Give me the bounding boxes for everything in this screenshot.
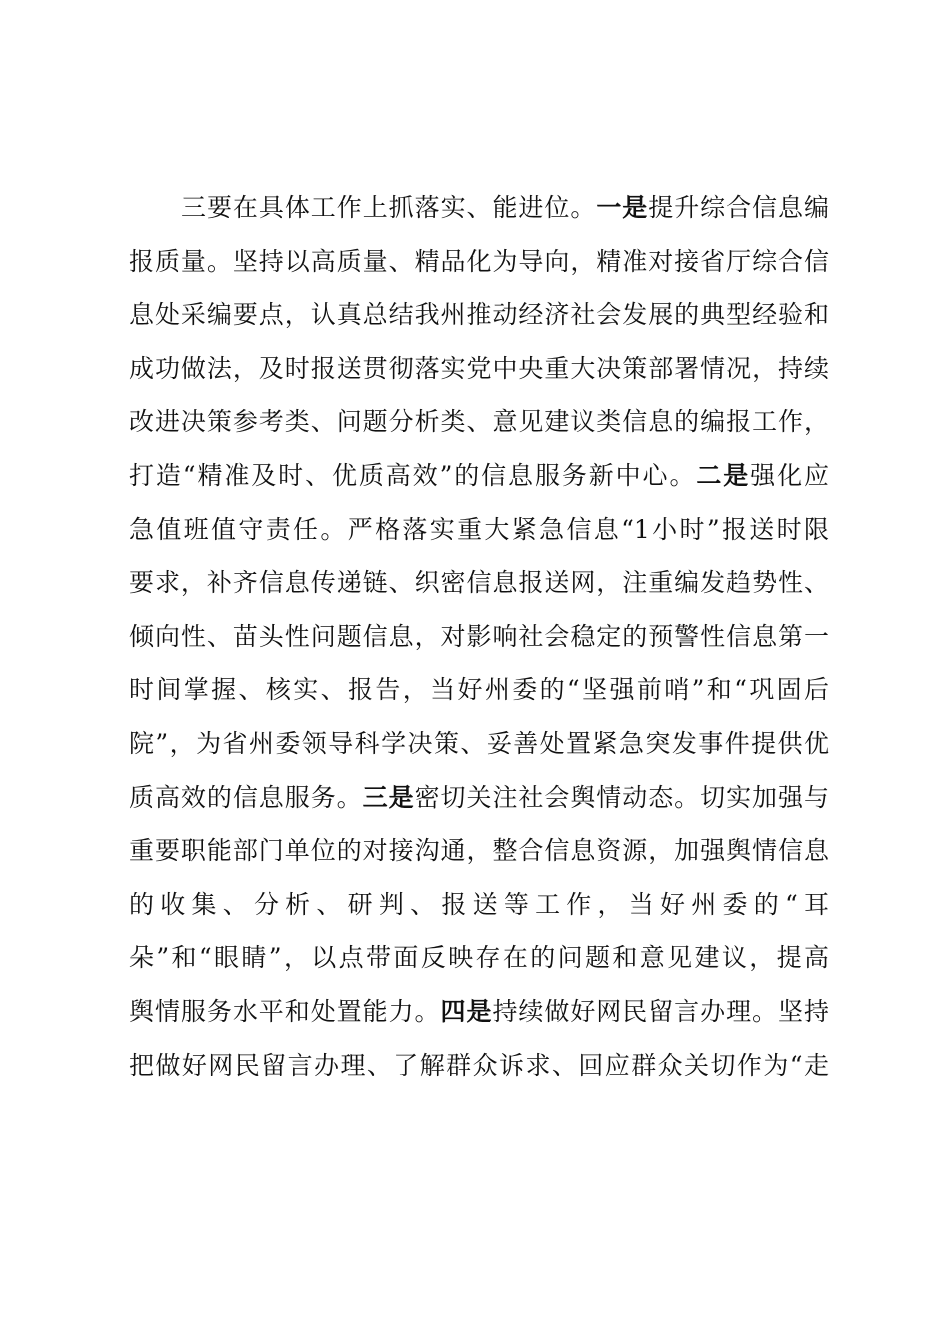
text-segment: 重要职能部门单位的对接沟通，整合信息资源，加强舆情信息 <box>129 836 829 866</box>
text-segment: 倾向性、苗头性问题信息，对影响社会稳定的预警性信息第一 <box>129 621 829 651</box>
text-line <box>129 181 829 235</box>
text-segment: 打造“精准及时、优质高效”的信息服务新中心。 <box>129 460 697 490</box>
text-segment: 报质量。坚持以高质量、精品化为导向，精准对接省厅综合信 <box>129 246 829 276</box>
text-line <box>129 288 829 342</box>
text-segment: 成功做法，及时报送贯彻落实党中央重大决策部署情况，持续 <box>129 353 829 383</box>
body-paragraph <box>129 181 829 1092</box>
text-segment: 把做好网民留言办理、了解群众诉求、回应群众关切作为“走 <box>129 1050 829 1080</box>
text-line <box>129 503 829 557</box>
text-line <box>129 1039 829 1093</box>
text-line <box>129 824 829 878</box>
text-segment: 提升综合信息编 <box>648 193 829 222</box>
text-segment: 急值班值守责任。严格落实重大紧急信息“1小时”报送时限 <box>129 514 829 544</box>
text-line <box>129 610 829 664</box>
text-line <box>129 395 829 449</box>
text-line <box>129 235 829 289</box>
text-segment: 时间掌握、核实、报告，当好州委的“坚强前哨”和“巩固后 <box>129 675 829 705</box>
bold-item-marker: 二是 <box>696 460 751 490</box>
text-segment: 朵”和“眼睛”，以点带面反映存在的问题和意见建议，提高 <box>129 943 829 973</box>
text-line <box>129 771 829 825</box>
text-segment: 息处采编要点，认真总结我州推动经济社会发展的典型经验和 <box>129 300 829 330</box>
text-line <box>129 556 829 610</box>
text-segment: 舆情服务水平和处置能力。 <box>129 996 441 1026</box>
text-line <box>129 878 829 932</box>
text-line <box>129 449 829 503</box>
text-segment: 要求，补齐信息传递链、织密信息报送网，注重编发趋势性、 <box>129 568 829 598</box>
text-line <box>129 342 829 396</box>
text-line <box>129 663 829 717</box>
text-segment: 院”，为省州委领导科学决策、妥善处置紧急突发事件提供优 <box>129 728 829 758</box>
bold-item-marker: 四是 <box>440 996 493 1026</box>
text-line <box>129 931 829 985</box>
text-segment: 改进决策参考类、问题分析类、意见建议类信息的编报工作， <box>129 407 829 437</box>
text-segment: 质高效的信息服务。 <box>129 782 363 812</box>
text-line <box>129 717 829 771</box>
text-segment: 的收集、分析、研判、报送等工作，当好州委的“耳 <box>129 889 829 919</box>
text-line <box>129 985 829 1039</box>
text-segment: 三要在具体工作上抓落实、能进位。 <box>181 193 597 222</box>
bold-item-marker: 三是 <box>362 782 415 812</box>
bold-item-marker: 一是 <box>596 193 649 222</box>
text-segment: 密切关注社会舆情动态。切实加强与 <box>414 782 829 812</box>
text-segment: 持续做好网民留言办理。坚持 <box>492 996 829 1026</box>
text-segment: 强化应 <box>750 460 829 490</box>
